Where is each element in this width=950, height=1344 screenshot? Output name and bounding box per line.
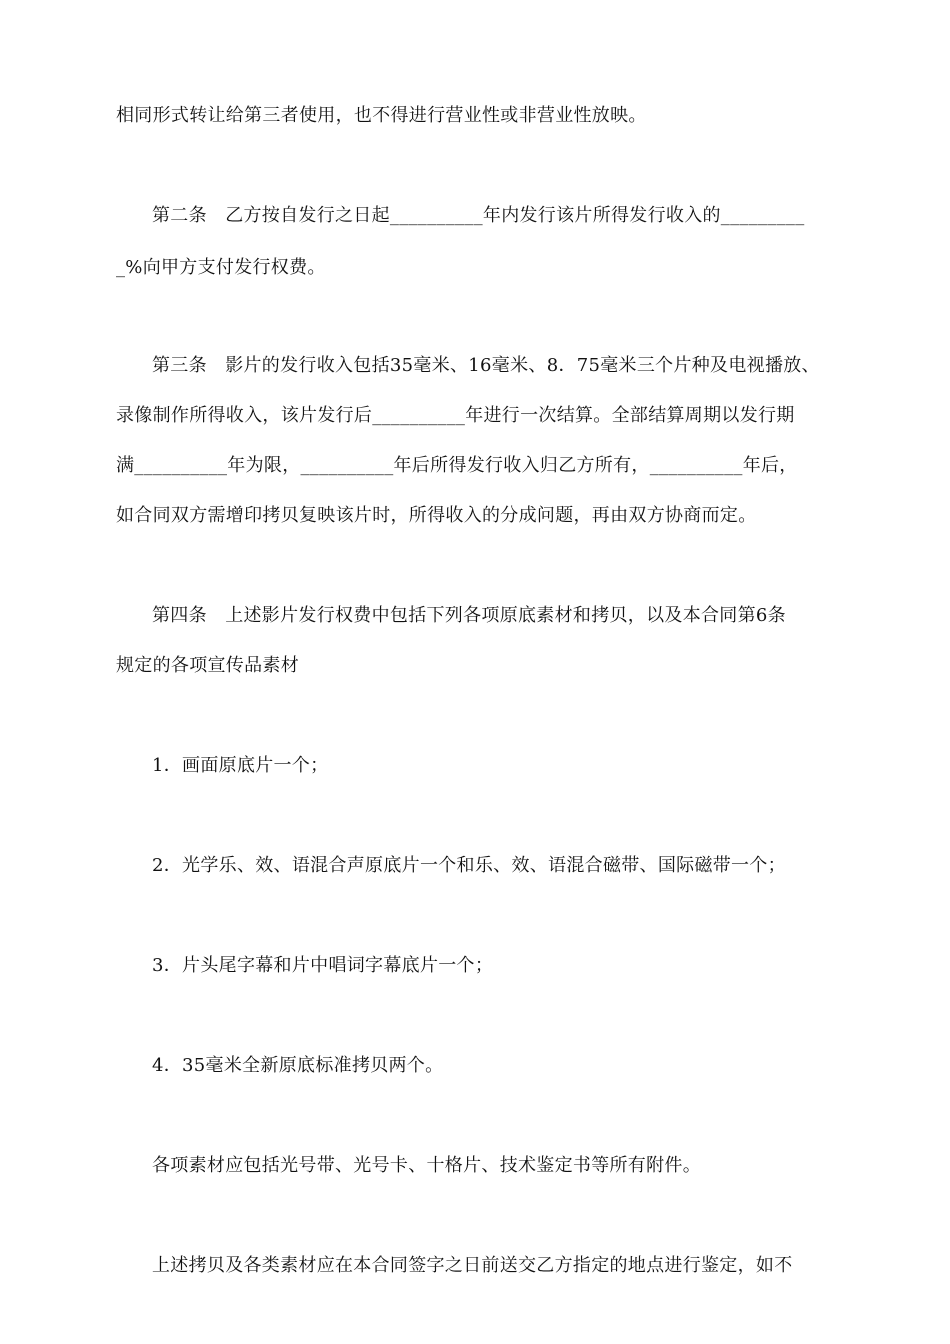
article-2-line-2: _%向甲方支付发行权费。	[116, 257, 326, 278]
article-3-line-1: 第三条 影片的发行收入包括35毫米、16毫米、8．75毫米三个片种及电视播放、	[152, 355, 820, 376]
text-line: 相同形式转让给第三者使用，也不得进行营业性或非营业性放映。	[116, 105, 647, 126]
article-4-line-1: 第四条 上述影片发行权费中包括下列各项原底素材和拷贝，以及本合同第6条	[152, 605, 786, 626]
article-3-line-2: 录像制作所得收入，该片发行后__________年进行一次结算。全部结算周期以发行期	[116, 405, 795, 426]
article-3-line-3: 满__________年为限，__________年后所得发行收入归乙方所有，__________年后，	[116, 455, 798, 476]
list-item-1: 1．画面原底片一个；	[152, 755, 329, 776]
list-item-3: 3．片头尾字幕和片中唱词字幕底片一个；	[152, 955, 494, 976]
list-item-4: 4．35毫米全新原底标准拷贝两个。	[152, 1055, 444, 1076]
article-2-line-1: 第二条 乙方按自发行之日起__________年内发行该片所得发行收入的_________	[152, 205, 805, 226]
article-4-line-2: 规定的各项宣传品素材	[116, 655, 299, 676]
list-item-2: 2．光学乐、效、语混合声原底片一个和乐、效、语混合磁带、国际磁带一个；	[152, 855, 786, 876]
delivery-paragraph: 上述拷贝及各类素材应在本合同签字之日前送交乙方指定的地点进行鉴定，如不	[152, 1255, 793, 1276]
materials-paragraph: 各项素材应包括光号带、光号卡、十格片、技术鉴定书等所有附件。	[152, 1155, 701, 1176]
article-3-line-4: 如合同双方需增印拷贝复映该片时，所得收入的分成问题，再由双方协商而定。	[116, 505, 757, 526]
